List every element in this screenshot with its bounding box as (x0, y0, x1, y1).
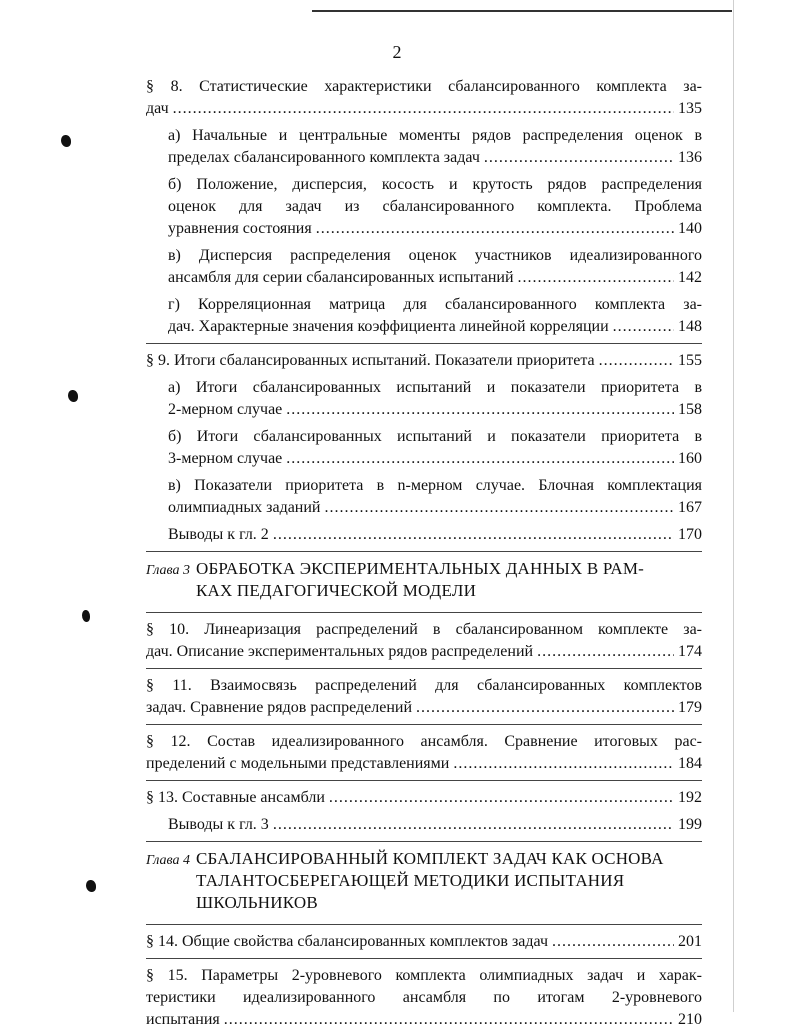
chapter-label: Глава 3 (146, 563, 190, 578)
chapter-heading (146, 848, 702, 914)
binder-hole-mark (68, 390, 78, 402)
toc-entry-text: оценок для задач из сбалансированного комплекта. Проблема (168, 198, 702, 215)
toc-entry-text: § 8. Статистические характеристики сбалансированного комплекта за- (146, 78, 702, 95)
dot-leader (613, 316, 674, 338)
page-ref: 201 (678, 933, 702, 950)
binder-hole-mark (86, 880, 96, 892)
dot-leader (329, 787, 674, 809)
dot-leader (484, 147, 674, 169)
page-ref: 135 (678, 100, 702, 117)
toc-entry[interactable] (146, 931, 702, 953)
toc-entry[interactable] (146, 619, 702, 663)
toc-entry-title: дач. Описание экспериментальных рядов распределений (146, 643, 534, 660)
dot-leader (224, 1009, 674, 1031)
page-number: 2 (392, 42, 402, 62)
page-ref: 174 (678, 643, 702, 660)
page-ref: 136 (678, 149, 702, 166)
dot-leader (537, 641, 674, 663)
page-ref: 160 (678, 450, 702, 467)
chapter-title (196, 848, 664, 914)
toc-entry-text: § 10. Линеаризация распределений в сбалансированном комплекте за- (146, 621, 702, 638)
table-of-contents (146, 76, 702, 1036)
dot-leader (173, 98, 674, 120)
toc-entry[interactable] (146, 294, 702, 338)
toc-entry-text: в) Дисперсия распределения оценок участников идеализированного (168, 247, 702, 264)
dot-leader (286, 448, 674, 470)
toc-entry-title: 2-мерном случае (168, 401, 283, 418)
toc-entry-title: дач (146, 100, 169, 117)
dot-leader (325, 497, 675, 519)
divider (146, 958, 702, 959)
toc-entry-title: задач. Сравнение рядов распределений (146, 699, 413, 716)
toc-entry-title: дач. Характерные значения коэффициента линейной корреляции (168, 318, 609, 335)
toc-entry-text: а) Начальные и центральные моменты рядов распределения оценок в (168, 127, 702, 144)
toc-entry-text: б) Положение, дисперсия, косость и крутость рядов распределения (168, 176, 702, 193)
chapter-title-line: ТАЛАНТОСБЕРЕГАЮЩЕЙ МЕТОДИКИ ИСПЫТАНИЯ (195, 871, 625, 890)
page-ref: 148 (678, 318, 702, 335)
page-ref: 199 (678, 816, 702, 833)
toc-entry-text: § 12. Состав идеализированного ансамбля. Сравнение итоговых рас- (146, 733, 702, 750)
page-ref: 158 (678, 401, 702, 418)
toc-entry-title: Выводы к гл. 2 (168, 526, 269, 543)
divider (146, 668, 702, 669)
toc-entry-title: ансамбля для серии сбалансированных испытаний (168, 269, 514, 286)
toc-entry-text: § 15. Параметры 2-уровневого комплекта олимпиадных задач и харак- (146, 967, 702, 984)
divider (146, 924, 702, 925)
chapter-heading (146, 558, 702, 602)
chapter-title-line: СБАЛАНСИРОВАННЫЙ КОМПЛЕКТ ЗАДАЧ КАК ОСНОВА (195, 849, 664, 868)
page-ref: 140 (678, 220, 702, 237)
toc-entry[interactable] (146, 965, 702, 1031)
chapter-title-line: ОБРАБОТКА ЭКСПЕРИМЕНТАЛЬНЫХ ДАННЫХ В РАМ- (195, 559, 645, 578)
toc-entry-text: в) Показатели приоритета в n-мерном случае. Блочная комплектация (168, 477, 702, 494)
dot-leader (316, 218, 674, 240)
toc-entry[interactable] (146, 731, 702, 775)
binder-hole-mark (61, 135, 71, 147)
toc-entry[interactable] (146, 350, 702, 372)
chapter-title-line: КАХ ПЕДАГОГИЧЕСКОЙ МОДЕЛИ (195, 581, 477, 600)
toc-entry-text: § 11. Взаимосвязь распределений для сбалансированных комплектов (146, 677, 702, 694)
toc-entry-title: пределений с модельными представлениями (146, 755, 450, 772)
toc-entry[interactable] (146, 76, 702, 120)
toc-entry-title: § 14. Общие свойства сбалансированных комплектов задач (146, 933, 549, 950)
toc-entry-text: теристики идеализированного ансамбля по итогам 2-уровневого (146, 989, 702, 1006)
toc-entry[interactable] (146, 814, 702, 836)
toc-entry-title: пределах сбалансированного комплекта задач (168, 149, 480, 166)
binder-hole-mark (82, 610, 90, 622)
divider (146, 612, 702, 613)
toc-entry-title: 3-мерном случае (168, 450, 283, 467)
toc-entry[interactable] (146, 475, 702, 519)
divider (146, 551, 702, 552)
dot-leader (286, 399, 674, 421)
toc-entry[interactable] (146, 426, 702, 470)
divider (146, 724, 702, 725)
toc-entry[interactable] (146, 245, 702, 289)
toc-entry-title: Выводы к гл. 3 (168, 816, 269, 833)
dot-leader (273, 524, 674, 546)
toc-entry-title: уравнения состояния (168, 220, 312, 237)
toc-entry-text: г) Корреляционная матрица для сбалансированного комплекта за- (168, 296, 702, 313)
page-ref: 167 (678, 499, 702, 516)
toc-entry[interactable] (146, 377, 702, 421)
page-ref: 170 (678, 526, 702, 543)
dot-leader (273, 814, 674, 836)
page-ref: 142 (678, 269, 702, 286)
chapter-title (196, 558, 644, 602)
dot-leader (518, 267, 674, 289)
scan-page-edge (733, 0, 734, 1012)
page-ref: 155 (678, 352, 702, 369)
divider (146, 841, 702, 842)
dot-leader (552, 931, 674, 953)
scan-border-line (312, 10, 732, 12)
toc-entry[interactable] (146, 524, 702, 546)
toc-entry-text: а) Итоги сбалансированных испытаний и показатели приоритета в (168, 379, 702, 396)
chapter-label: Глава 4 (146, 853, 190, 868)
page-ref: 184 (678, 755, 702, 772)
dot-leader (416, 697, 674, 719)
page-ref: 192 (678, 789, 702, 806)
toc-entry[interactable] (146, 174, 702, 240)
divider (146, 343, 702, 344)
toc-entry[interactable] (146, 675, 702, 719)
toc-entry-title: олимпиадных заданий (168, 499, 321, 516)
toc-entry[interactable] (146, 787, 702, 809)
toc-entry-title: § 9. Итоги сбалансированных испытаний. Показатели приоритета (146, 352, 595, 369)
dot-leader (599, 350, 674, 372)
chapter-title-line: ШКОЛЬНИКОВ (195, 893, 318, 912)
page-ref: 179 (678, 699, 702, 716)
divider (146, 780, 702, 781)
dot-leader (453, 753, 674, 775)
toc-entry-title: § 13. Составные ансамбли (146, 789, 325, 806)
toc-entry-title: испытания (146, 1011, 220, 1028)
page-ref: 210 (678, 1011, 702, 1028)
toc-entry-text: б) Итоги сбалансированных испытаний и показатели приоритета в (168, 428, 702, 445)
toc-entry[interactable] (146, 125, 702, 169)
